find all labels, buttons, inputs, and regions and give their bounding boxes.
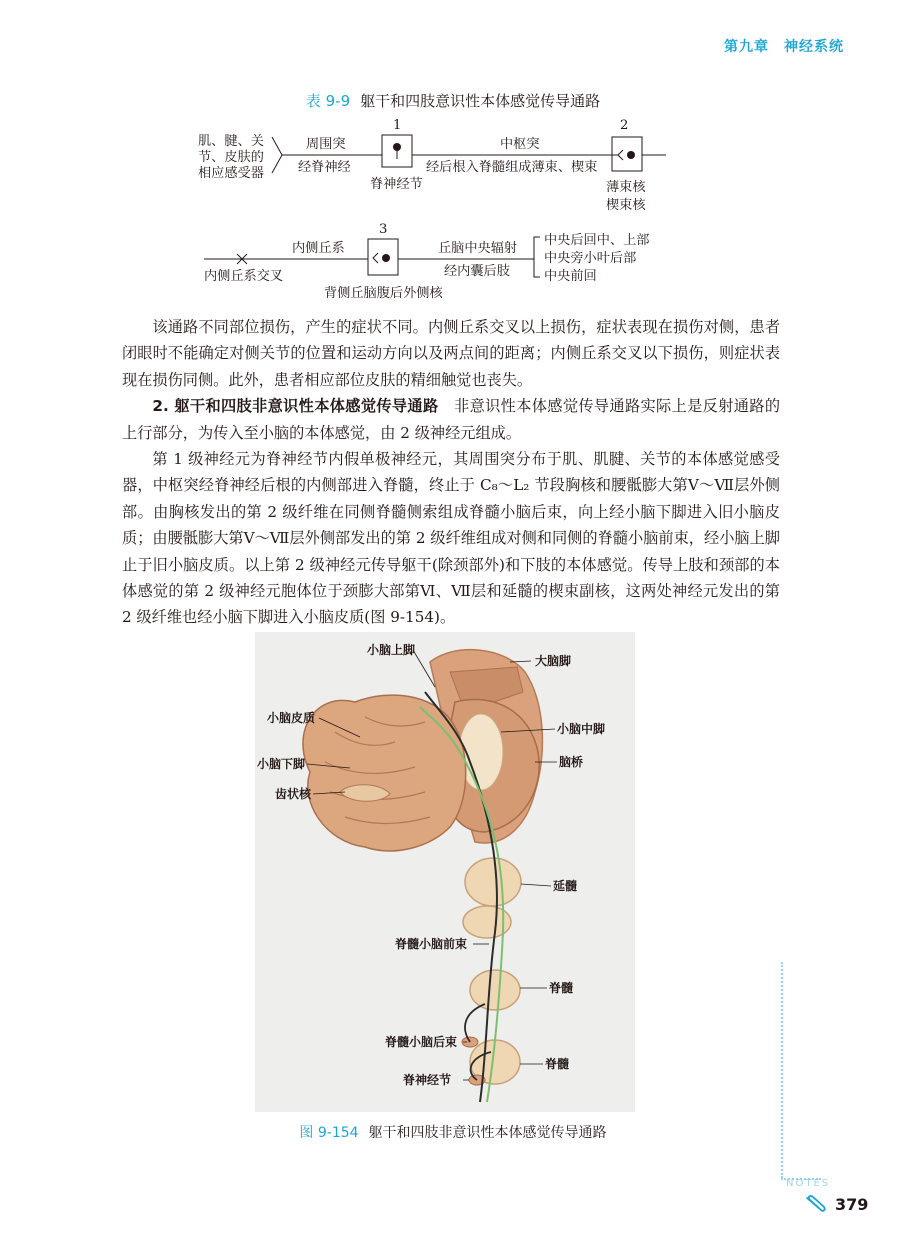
decussation-label: 内侧丘系交叉 xyxy=(204,269,284,284)
figure-title: 躯干和四肢非意识性本体感觉传导通路 xyxy=(368,1125,607,1141)
receptor-line-3: 相应感受器 xyxy=(198,166,264,181)
node2-soma xyxy=(627,151,635,159)
central-top: 中枢突 xyxy=(500,137,540,152)
label-mid-peduncle: 小脑中脚 xyxy=(557,722,606,736)
figure-caption xyxy=(0,1122,906,1142)
paragraph-2-body: 非意识性本体感觉传导通路实际上是反射通路的上行部分，为传入至小脑的本体感觉，由 2 级神经元组成。 xyxy=(122,397,781,442)
table-caption xyxy=(0,90,906,111)
body-text xyxy=(122,314,780,631)
label-inf-peduncle: 小脑下脚 xyxy=(257,757,306,771)
chapter-header: 第九章 神经系统 xyxy=(724,39,844,55)
anatomy-figure xyxy=(255,632,635,1112)
label-cerebral-peduncle: 大脑脚 xyxy=(535,654,572,668)
radiation-bottom: 经内囊后肢 xyxy=(444,264,510,279)
label-post-tract: 脊髓小脑后束 xyxy=(385,1035,458,1049)
page-number: 379 xyxy=(835,1195,869,1214)
target-brace xyxy=(534,237,540,277)
central-bottom: 经后根入脊髓组成薄束、楔束 xyxy=(426,160,598,175)
margin-dotted-rule xyxy=(781,962,783,1178)
paperclip-icon xyxy=(804,1194,828,1214)
target-1: 中央后回中、上部 xyxy=(544,233,650,248)
receptor-brace xyxy=(272,137,282,173)
table-number: 表 9-9 xyxy=(305,92,351,110)
peripheral-bottom: 经脊神经 xyxy=(298,160,351,175)
node2-number: 2 xyxy=(620,118,629,133)
label-medulla: 延髓 xyxy=(553,879,578,893)
node1-number: 1 xyxy=(393,118,402,133)
label-spinal-cord-2: 脊髓 xyxy=(545,1057,570,1071)
figure-number: 图 9-154 xyxy=(299,1125,359,1141)
node2-line-1: 薄束核 xyxy=(606,180,646,195)
medulla-section xyxy=(465,858,521,906)
receptor-line-2: 节、皮肤的 xyxy=(198,150,264,165)
peripheral-top: 周围突 xyxy=(306,137,346,152)
spinal-cord-section-1 xyxy=(470,970,520,1010)
radiation-top: 丘脑中央辐射 xyxy=(438,241,518,256)
label-dentate: 齿状核 xyxy=(275,787,312,801)
paragraph-1: 该通路不同部位损伤，产生的症状不同。内侧丘系交叉以上损伤，症状表现在损伤对侧，患者闭眼时不能确定对侧关节的位置和运动方向以及两点间的距离；内侧丘系交叉以下损伤，则症状表现在损伤同侧。此外，患者相应部位皮肤的精细触觉也丧失。 xyxy=(122,318,780,389)
section-heading: 2. 躯干和四肢非意识性本体感觉传导通路 xyxy=(152,397,439,416)
node3-number: 3 xyxy=(379,222,388,237)
paragraph-2 xyxy=(122,393,780,446)
label-cortex: 小脑皮质 xyxy=(267,711,316,725)
paragraph-3: 第 1 级神经元为脊神经节内假单极神经元，其周围突分布于肌、肌腱、关节的本体感觉感受器，中枢突经脊神经后根的内侧部进入脊髓，终止于 C₈～L₂ 节段胸核和腰骶膨大第Ⅴ～Ⅶ层外侧部。由胸核发出的第 2 级纤维在同侧脊髓侧索组成脊髓小脑后束，向上经小脑下脚进入旧小脑皮质；由腰骶膨大第Ⅴ～Ⅶ层外侧部发出的第 2 级纤维组成对侧和同侧的脊髓小脑前束，经小脑上脚止于旧小脑皮质。以上第 2 级神经元传导躯干(除颈部外)和下肢的本体感觉。传导上肢和颈部的本体感觉的第 2 级神经元胞体位于颈膨大部第Ⅵ、Ⅶ层和延髓的楔束副核，这两处神经元发出的第 2 级纤维也经小脑下脚进入小脑皮质(图 9-154)。 xyxy=(122,450,780,627)
node3-soma xyxy=(382,254,390,262)
notes-label: NOTES xyxy=(786,1178,831,1189)
receptor-line-1: 肌、腱、关 xyxy=(198,134,264,149)
label-sup-peduncle: 小脑上脚 xyxy=(367,643,416,657)
label-ant-tract: 脊髓小脑前束 xyxy=(395,937,468,951)
label-spinal-ganglion: 脊神经节 xyxy=(403,1073,452,1087)
label-spinal-cord-1: 脊髓 xyxy=(549,981,574,995)
node2-box xyxy=(612,137,642,171)
table-title: 躯干和四肢意识性本体感觉传导通路 xyxy=(360,92,601,110)
target-2: 中央旁小叶后部 xyxy=(544,251,637,266)
node3-label: 背侧丘脑腹后外侧核 xyxy=(324,286,443,301)
target-3: 中央前回 xyxy=(544,269,597,284)
pathway-diagram xyxy=(190,115,690,305)
label-pons: 脑桥 xyxy=(559,755,584,769)
lemniscus-label: 内侧丘系 xyxy=(292,241,345,256)
node2-line-2: 楔束核 xyxy=(606,198,646,213)
node1-label: 脊神经节 xyxy=(370,177,423,192)
